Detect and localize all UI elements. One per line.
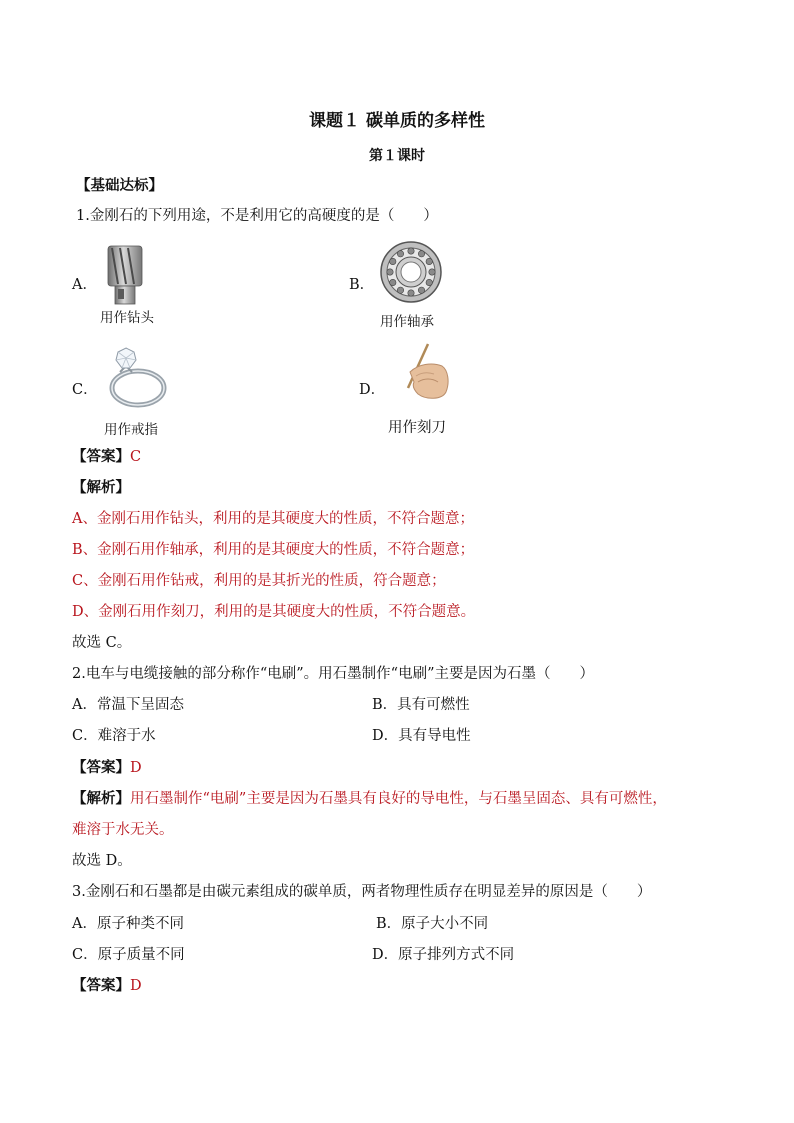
q2-analysis <box>72 789 667 809</box>
carving-knife-icon <box>396 342 452 402</box>
q2-answer-label: 【答案】 <box>72 759 130 776</box>
q1-option-b-letter: B． <box>349 277 375 293</box>
diamond-ring-icon <box>102 342 170 412</box>
lesson-subtitle: 第１课时 <box>369 148 425 164</box>
q1-option-d-letter: D． <box>359 382 386 398</box>
q1-option-a-letter: A． <box>72 277 97 293</box>
q2-analysis-label: 【解析】 <box>72 790 130 807</box>
q1-answer <box>72 447 141 467</box>
q2-option-c: C．难溶于水 <box>72 728 156 744</box>
q1-option-c-letter: C． <box>72 382 98 398</box>
q1-stem: 1.金刚石的下列用途，不是利用它的高硬度的是（ ） <box>76 208 438 224</box>
q2-analysis-text: 用石墨制作“电刷”主要是因为石墨具有良好的导电性，与石墨呈固态、具有可燃性， <box>130 791 667 807</box>
q1-option-c-caption: 用作戒指 <box>104 422 158 438</box>
q1-analysis-line-b: B、金刚石用作轴承，利用的是其硬度大的性质，不符合题意； <box>72 542 475 558</box>
q3-option-b: B．原子大小不同 <box>376 916 489 932</box>
q1-answer-value: C <box>130 449 142 465</box>
bearing-icon <box>379 240 443 304</box>
q3-stem: 3.金刚石和石墨都是由碳元素组成的碳单质，两者物理性质存在明显差异的原因是（ ） <box>72 884 652 900</box>
q2-analysis-line2: 难溶于水无关。 <box>72 822 174 838</box>
q3-answer-value: D <box>130 978 142 994</box>
section-label: 【基础达标】 <box>76 177 163 194</box>
q1-analysis-line-d: D、金刚石用作刻刀，利用的是其硬度大的性质，不符合题意。 <box>72 604 476 620</box>
q3-option-d: D．原子排列方式不同 <box>372 947 515 963</box>
q2-option-a: A．常温下呈固态 <box>72 697 184 713</box>
q2-option-d: D．具有导电性 <box>372 728 471 744</box>
q2-answer <box>72 758 142 778</box>
q3-answer <box>72 976 142 996</box>
q2-option-b: B．具有可燃性 <box>372 697 470 713</box>
page-title: 课题１ 碳单质的多样性 <box>309 111 485 131</box>
q2-stem: 2.电车与电缆接触的部分称作“电刷”。用石墨制作“电刷”主要是因为石墨（ ） <box>72 666 594 682</box>
q3-answer-label: 【答案】 <box>72 977 130 994</box>
q1-analysis-line-a: A、金刚石用作钻头，利用的是其硬度大的性质，不符合题意； <box>72 511 474 527</box>
q1-answer-label: 【答案】 <box>72 448 130 465</box>
q1-option-a-caption: 用作钻头 <box>100 310 154 326</box>
q1-analysis-line-c: C、金刚石用作钻戒，利用的是其折光的性质，符合题意； <box>72 573 446 589</box>
q1-conclusion: 故选 C。 <box>72 635 132 651</box>
q3-option-c: C．原子质量不同 <box>72 947 185 963</box>
q3-option-a: A．原子种类不同 <box>72 916 184 932</box>
q1-option-b-caption: 用作轴承 <box>380 314 434 330</box>
q2-answer-value: D <box>130 760 142 776</box>
q2-conclusion: 故选 D。 <box>72 853 132 869</box>
drill-bit-icon <box>102 244 148 308</box>
q1-option-d-caption: 用作刻刀 <box>388 420 446 436</box>
q1-analysis-label: 【解析】 <box>72 479 130 496</box>
